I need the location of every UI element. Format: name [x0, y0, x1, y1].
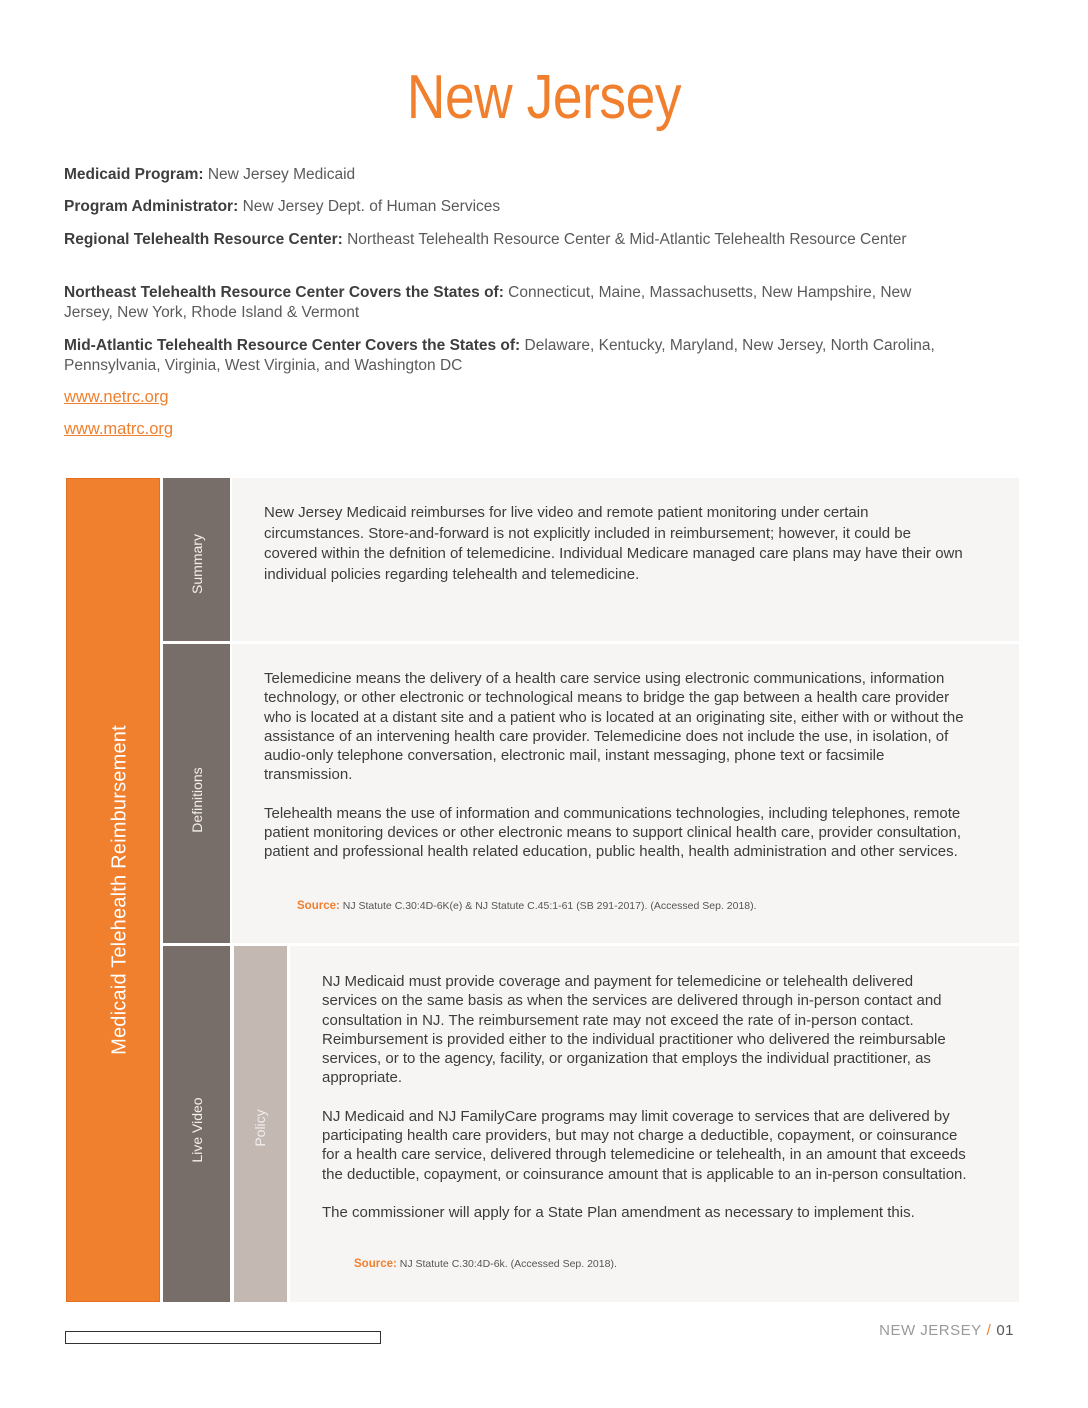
netrc-link[interactable]: www.netrc.org	[64, 388, 169, 406]
policy-paragraph-1: NJ Medicaid must provide coverage and payment for telemedicine or telehealth delivered services on the same basis as when the services are delivered through in-person contact and consultation in NJ. The reimbursement rate may not exceed the rate of in-person contact. Reimbursement is provided either to the individual practitioner who delivered the reimbursable services, or to the agency, facility, or organization that employs the individual practitioner, as appropriate.	[322, 973, 946, 1087]
northeast-states-line	[64, 283, 964, 323]
live-video-tab-label: Live Video	[189, 1097, 205, 1163]
program-administrator-label: Program Administrator:	[64, 198, 239, 215]
policy-tab-label: Policy	[252, 1109, 268, 1147]
matrc-link[interactable]: www.matrc.org	[64, 420, 174, 438]
medicaid-program-label: Medicaid Program:	[64, 166, 204, 183]
footer-note-box	[65, 1331, 381, 1344]
regional-center-label: Regional Telehealth Resource Center:	[64, 231, 343, 248]
program-administrator-value: New Jersey Dept. of Human Services	[242, 198, 501, 215]
page-number: 01	[996, 1322, 1014, 1339]
regional-center-value: Northeast Telehealth Resource Center & Mid-Atlantic Telehealth Resource Center	[347, 231, 907, 248]
definitions-tab-label: Definitions	[189, 767, 205, 833]
definitions-source-text: NJ Statute C.30:4D-6K(e) & NJ Statute C.45:1-61 (SB 291-2017). (Accessed Sep. 2018).	[342, 900, 757, 912]
policy-source-text: NJ Statute C.30:4D-6k. (Accessed Sep. 2018).	[399, 1258, 617, 1270]
northeast-states-label: Northeast Telehealth Resource Center Covers the States of:	[64, 284, 504, 301]
medicaid-program-line	[64, 165, 964, 185]
midatlantic-states-label: Mid-Atlantic Telehealth Resource Center Covers the States of:	[64, 337, 521, 354]
page-title: New Jersey	[406, 63, 682, 132]
telemedicine-definition: Telemedicine means the delivery of a health care service using electronic communications, information technology, or other electronic or technological means to bridge the gap between a health care provider who is located at a distant site and a patient who is located at an originating site, either with or without the assistance of an intervening health care provider. Telemedicine does not include the use, in isolation, of audio-only telephone conversation, electronic mail, instant messaging, phone text or facsimile transmission.	[264, 670, 964, 784]
policy-paragraph-2: NJ Medicaid and NJ FamilyCare programs may limit coverage to services that are delivered by participating health care providers, but may not charge a deductible, copayment, or coinsurance for a health care service, delivered through telemedicine or telehealth, in an amount that exceeds the deductible, copayment, or coinsurance amount that is applicable to an in-person consultation.	[322, 1107, 967, 1183]
policy-text	[322, 972, 968, 1241]
summary-text: New Jersey Medicaid reimburses for live video and remote patient monitoring under certain circumstances. Store-and-forward is not explicitly included in reimbursement; however, it could be covered within the defnition of telemedicine. Individual Medicare managed care plans may have their own individual policies regarding telehealth and telemedicine.	[264, 504, 963, 583]
telehealth-definition: Telehealth means the use of information and communications technologies, including telephones, remote patient monitoring devices or other electronic means to support clinical health care, provider consultation, patient and professional health related education, public health, health administration and other services.	[264, 804, 962, 861]
page-footer	[879, 1322, 1014, 1339]
definitions-source-label: Source:	[297, 900, 340, 912]
footer-separator: /	[986, 1322, 992, 1339]
footer-state-label: NEW JERSEY	[879, 1322, 982, 1339]
policy-source-label: Source:	[354, 1258, 397, 1270]
regional-center-line	[64, 230, 944, 250]
program-administrator-line	[64, 197, 964, 217]
definitions-source	[297, 900, 757, 912]
midatlantic-states-value: Delaware, Kentucky, Maryland, New Jersey, North Carolina, Pennsylvania, Virginia, West Virginia, and Washington DC	[64, 337, 935, 374]
reimbursement-category-label: Medicaid Telehealth Reimbursement	[108, 725, 131, 1055]
definitions-text	[264, 669, 964, 881]
northeast-states-value: Connecticut, Maine, Massachusetts, New Hampshire, New Jersey, New York, Rhode Island & Vermont	[64, 284, 912, 321]
policy-source	[354, 1258, 617, 1270]
policy-paragraph-3: The commissioner will apply for a State Plan amendment as necessary to implement this.	[322, 1203, 915, 1221]
medicaid-program-value: New Jersey Medicaid	[207, 166, 356, 183]
midatlantic-states-line	[64, 336, 954, 376]
summary-tab-label: Summary	[189, 534, 205, 594]
